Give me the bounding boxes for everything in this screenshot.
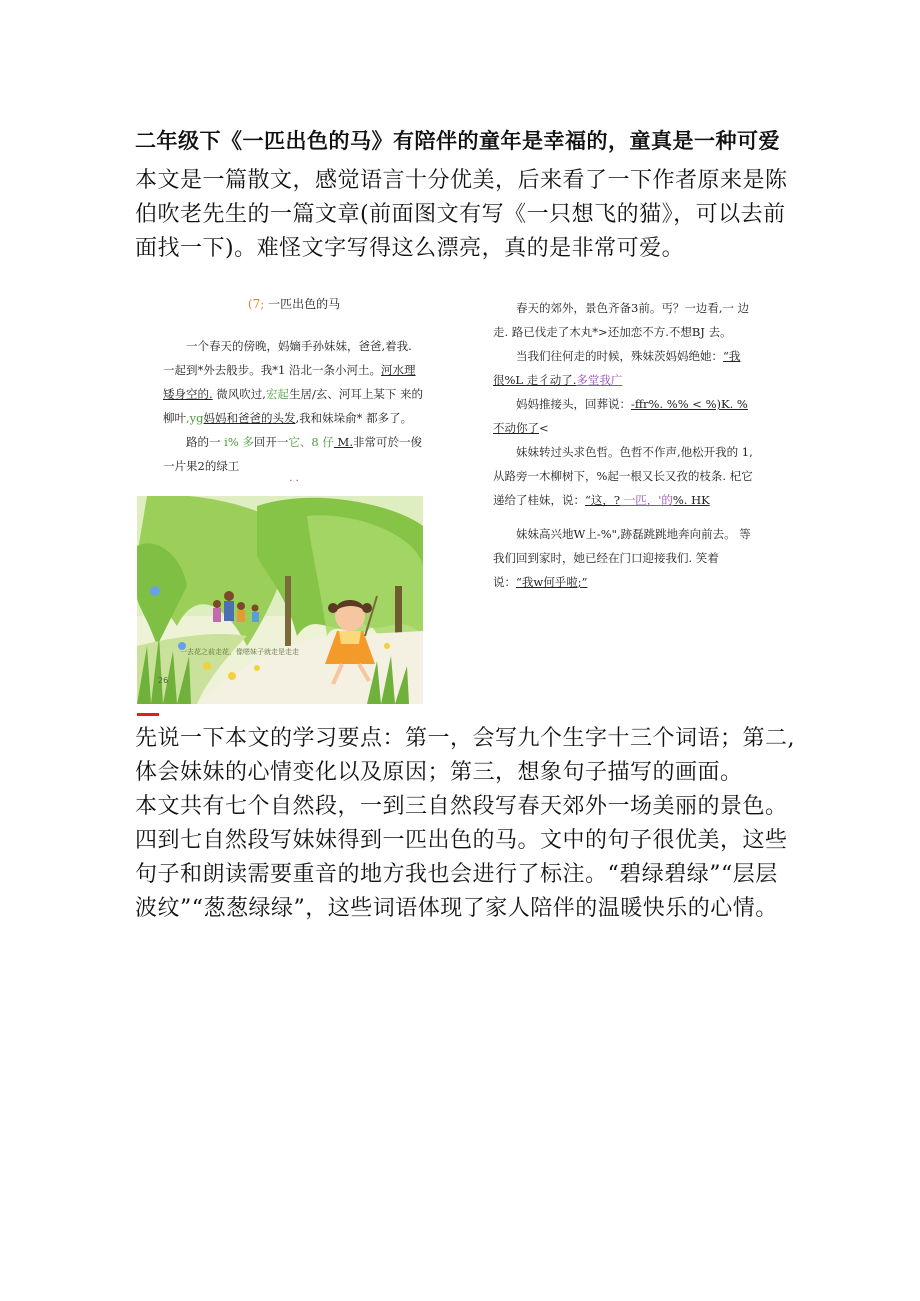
- illustration-caption: 一去花之前走花，像嗯妹子就走是走走: [180, 648, 299, 656]
- book-paragraph-2: 路的一 i% 多回开一它、8 仔 M.非常可於一俊 一片果2的绿工: [163, 435, 422, 473]
- book-paragraph-7: 妹妹高兴地W上-%",跡磊跳跳地奔向前去。 等我们回到家时，她已经在门口迎接我们. 笑着 说：“我w何乎啦;”: [493, 527, 751, 589]
- story-illustration: [137, 496, 423, 704]
- lesson-title-text: 一匹出色的马: [268, 297, 341, 311]
- structure-paragraph: 本文共有七个自然段，一到三自然段写春天郊外一场美丽的景色。四到七自然段写妹妹得到一匹出色的马。文中的句子很优美，这些句子和朗读需要重音的地方我也会进行了标注。“碧绿碧绿”“层层波纹”“葱葱绿绿”，这些词语体现了家人陪伴的温暖快乐的心情。: [135, 794, 788, 921]
- intro-paragraph: 本文是一篇散文，感觉语言十分优美，后来看了一下作者原来是陈伯吹老先生的一篇文章(前面图文有写《一只想飞的猫》，可以去前面找一下)。难怪文字写得这么漂亮，真的是非常可爱。: [135, 168, 788, 261]
- book-paragraph-1: 一个春天的傍晚，妈嫡手孙妹妹，爸爸,着我. 一起到*外去般步。我*1 沿北一条小河土。河水理 矮身空的. 微风吹过,宏起生居/玄、河耳上某下 来的柳叶,yg妈妈和爸爸的头发,我和妹垛俞* 都多了。: [163, 339, 423, 425]
- red-underline-mark: [137, 713, 159, 716]
- article-title: 二年级下《一匹出色的马》有陪伴的童年是幸福的，童真是一种可爱: [135, 128, 780, 153]
- decorative-dots: · ·: [289, 476, 299, 487]
- book-lesson-title: [163, 292, 425, 316]
- book-page-left-column: [163, 292, 425, 486]
- book-paragraph-3: 春天的郊外，景色齐备3前。丐？一边看,一 边走. 路已伐走了木丸*>还加恋不方.不想BJ 去。: [493, 301, 750, 339]
- lesson-number: (7;: [247, 297, 265, 311]
- book-paragraph-5: 妈妈推接头，回葬说：-ffr%. %% < %)K. % 不动你了<: [493, 397, 748, 435]
- learning-points-paragraph: 先说一下本文的学习要点：第一，会写九个生字十三个词语；第二,体会妹妹的心情变化以及原因；第三，想象句子描写的画面。: [135, 726, 795, 785]
- illustration-artwork: [137, 496, 423, 704]
- book-paragraph-6: 妹妹转过头求色哲。色哲不作声,他松开我的 1,从路旁一木柳树下，%起一根又长又孜的枝条. 杞它递给了桂妹，说：“这，? 一匹，'的%. HK: [493, 445, 753, 507]
- book-page-number: 26: [158, 676, 169, 685]
- book-page-right-column: [493, 296, 761, 594]
- book-paragraph-4: 当我们往何走的时候，殊妹茨妈妈绝她：“我很%L 走彳动了.多堂我广: [493, 349, 741, 387]
